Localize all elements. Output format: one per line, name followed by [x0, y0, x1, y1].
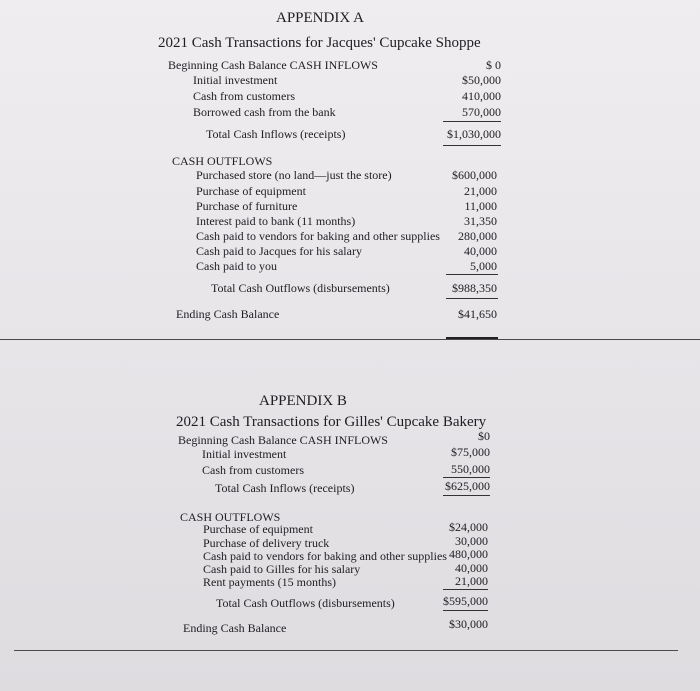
- b-beginning-value: $0: [478, 429, 490, 443]
- appendix-b-heading: APPENDIX B: [259, 393, 347, 409]
- a-outflow-label: Purchased store (no land—just the store): [196, 168, 392, 182]
- bottom-divider: [14, 650, 678, 651]
- b-total-inflows-label: Total Cash Inflows (receipts): [215, 481, 355, 495]
- a-total-inflows-value: $1,030,000: [447, 127, 501, 141]
- b-inflow-label: Cash from customers: [202, 463, 304, 477]
- b-outflow-value: 30,000: [455, 534, 488, 548]
- b-total-inflows-value: $625,000: [445, 479, 490, 493]
- b-outflow-label: Purchase of delivery truck: [203, 536, 330, 550]
- a-outflow-value: 11,000: [464, 199, 497, 213]
- a-total-inflows-rule: [443, 145, 501, 146]
- a-ending-value: $41,650: [458, 307, 497, 321]
- a-total-inflows-label: Total Cash Inflows (receipts): [206, 127, 346, 141]
- a-outflow-value: 31,350: [464, 214, 497, 228]
- appendix-a-heading: APPENDIX A: [276, 10, 364, 26]
- appendix-a-title: 2021 Cash Transactions for Jacques' Cupcake Shoppe: [158, 35, 481, 51]
- b-outflow-label: Rent payments (15 months): [203, 575, 336, 589]
- a-inflow-label: Initial investment: [193, 73, 278, 87]
- b-outflow-value: 40,000: [455, 561, 488, 575]
- b-inflow-value: 550,000: [451, 462, 490, 476]
- a-inflow-value: 570,000: [462, 105, 501, 119]
- b-outflow-label: Cash paid to vendors for baking and other supplies: [203, 549, 447, 563]
- b-outflow-label: Purchase of equipment: [203, 522, 313, 536]
- a-inflows-rule: [443, 121, 501, 122]
- a-outflow-label: Purchase of equipment: [196, 184, 306, 198]
- a-outflow-value: 21,000: [464, 184, 497, 198]
- a-inflow-label: Cash from customers: [193, 89, 295, 103]
- a-outflow-value: 40,000: [464, 244, 497, 258]
- a-inflow-value: $50,000: [462, 73, 501, 87]
- a-outflow-value: 5,000: [470, 259, 497, 273]
- a-total-outflows-label: Total Cash Outflows (disbursements): [211, 281, 390, 295]
- a-inflow-label: Borrowed cash from the bank: [193, 105, 336, 119]
- b-inflows-rule: [443, 477, 490, 478]
- a-outflow-label: Interest paid to bank (11 months): [196, 214, 356, 228]
- a-beginning-value: $ 0: [486, 58, 501, 72]
- a-outflows-rule: [446, 274, 498, 275]
- b-inflow-value: $75,000: [451, 445, 490, 459]
- b-outflows-heading: CASH OUTFLOWS: [180, 510, 281, 524]
- b-outflow-label: Cash paid to Gilles for his salary: [203, 562, 361, 576]
- a-outflows-heading: CASH OUTFLOWS: [172, 154, 273, 168]
- a-beginning-label: Beginning Cash Balance CASH INFLOWS: [168, 58, 378, 72]
- b-total-outflows-value: $595,000: [443, 594, 488, 608]
- b-beginning-label: Beginning Cash Balance CASH INFLOWS: [178, 433, 388, 447]
- a-outflow-label: Cash paid to you: [196, 259, 277, 273]
- a-outflow-value: $600,000: [452, 168, 497, 182]
- appendix-b-title: 2021 Cash Transactions for Gilles' Cupcake Bakery: [176, 414, 487, 430]
- b-outflow-value: $24,000: [449, 520, 488, 534]
- a-outflow-label: Cash paid to vendors for baking and other supplies: [196, 229, 440, 243]
- a-ending-label: Ending Cash Balance: [176, 307, 280, 321]
- page-divider: [0, 339, 700, 340]
- b-inflow-label: Initial investment: [202, 447, 287, 461]
- b-total-outflows-rule: [443, 610, 488, 611]
- a-outflow-label: Cash paid to Jacques for his salary: [196, 244, 362, 258]
- b-outflows-rule: [443, 589, 488, 590]
- a-total-outflows-rule: [446, 298, 498, 299]
- b-total-inflows-rule: [443, 495, 490, 496]
- b-ending-value: $30,000: [449, 617, 488, 631]
- b-total-outflows-label: Total Cash Outflows (disbursements): [216, 596, 395, 610]
- a-outflow-value: 280,000: [458, 229, 497, 243]
- b-outflow-value: 21,000: [455, 574, 488, 588]
- b-outflow-value: 480,000: [449, 547, 488, 561]
- b-ending-label: Ending Cash Balance: [183, 621, 287, 635]
- a-outflow-label: Purchase of furniture: [196, 199, 298, 213]
- a-total-outflows-value: $988,350: [452, 281, 497, 295]
- a-inflow-value: 410,000: [462, 89, 501, 103]
